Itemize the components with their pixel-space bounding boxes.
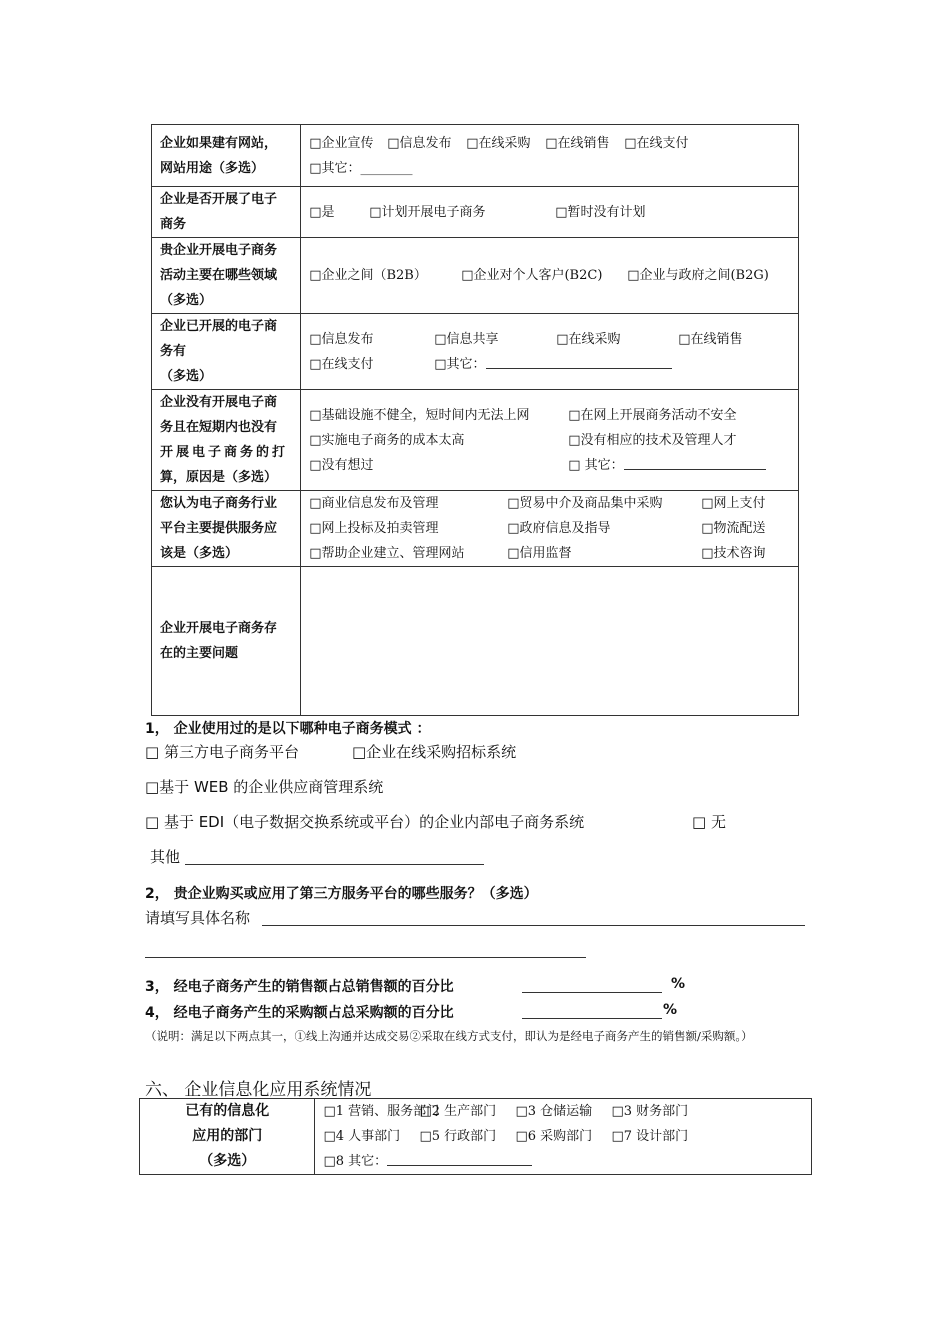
checkbox-option[interactable]: □政府信息及指导: [507, 521, 611, 536]
q1-option-third-party-platform[interactable]: □ 第三方电子商务平台: [145, 743, 299, 761]
checkbox-option[interactable]: □在线销售: [545, 135, 610, 151]
q2-prompt: 请填写具体名称: [145, 909, 251, 927]
q2-answer-line[interactable]: [145, 957, 586, 958]
checkbox-option[interactable]: □在线采购: [466, 135, 531, 151]
checkbox-option[interactable]: □暂时没有计划: [555, 204, 646, 220]
checkbox-option[interactable]: □6 采购部门: [515, 1129, 593, 1144]
row-label: 企业是否开展了电子 商务: [152, 187, 301, 238]
other-blank-line[interactable]: [387, 1149, 532, 1166]
other-blank-line[interactable]: [624, 453, 766, 470]
checkbox-option[interactable]: □商业信息发布及管理: [309, 496, 439, 511]
checkbox-option[interactable]: □没有相应的技术及管理人才: [568, 432, 737, 448]
checkbox-option-other[interactable]: □8 其它：: [323, 1154, 388, 1169]
q1-option-edi-system[interactable]: □ 基于 EDI（电子数据交换系统或平台）的企业内部电子商务系统: [145, 813, 585, 831]
checkbox-option[interactable]: □企业之间（B2B）: [309, 268, 427, 283]
q1-option-none[interactable]: □ 无: [692, 813, 726, 831]
checkbox-option[interactable]: □在线采购: [556, 331, 621, 347]
checkbox-option[interactable]: □网上支付: [701, 496, 766, 511]
checkbox-option[interactable]: □在网上开展商务活动不安全: [568, 407, 737, 423]
checkbox-option[interactable]: □网上投标及拍卖管理: [309, 521, 439, 536]
checkbox-option[interactable]: □实施电子商务的成本太高: [309, 432, 465, 448]
checkbox-option[interactable]: □信息共享: [434, 331, 499, 347]
table-row: [140, 1099, 812, 1175]
table-row: [152, 314, 799, 390]
row-options: [301, 238, 799, 314]
checkbox-option[interactable]: □企业对个人客户(B2C): [461, 268, 603, 283]
checkbox-option[interactable]: □计划开展电子商务: [369, 204, 486, 220]
checkbox-option[interactable]: □贸易中介及商品集中采购: [507, 496, 663, 511]
q4-percent-unit: %: [663, 1002, 678, 1018]
section-6-heading: 六、 企业信息化应用系统情况: [145, 1080, 372, 1100]
checkbox-option[interactable]: □2 生产部门: [419, 1104, 497, 1119]
table-row: [152, 187, 799, 238]
row-label: 企业已开展的电子商 务有 （多选）: [152, 314, 301, 390]
table-row: [152, 125, 799, 187]
checkbox-option-other[interactable]: □其它：: [434, 356, 486, 372]
checkbox-option[interactable]: □企业宣传: [309, 135, 374, 151]
checkbox-option[interactable]: □技术咨询: [701, 546, 766, 561]
explanation-note: （说明：满足以下两点其一，①线上沟通并达成交易②采取在线方式支付，即认为是经电子商务产生的销售额/采购额。）: [145, 1029, 753, 1043]
row-options: [301, 314, 799, 390]
row-options: [301, 187, 799, 238]
checkbox-option-other[interactable]: □其它：________: [309, 160, 413, 176]
q3-answer-line[interactable]: [522, 992, 662, 993]
row-label: 企业没有开展电子商 务且在短期内也没有 开展电子商务的打 算，原因是（多选）: [152, 390, 301, 491]
q1-option-web-supplier-mgmt[interactable]: □基于 WEB 的企业供应商管理系统: [145, 778, 384, 796]
other-blank-line[interactable]: [486, 352, 672, 369]
checkbox-option-other[interactable]: □ 其它：: [568, 457, 624, 473]
row-label: 您认为电子商务行业 平台主要提供服务应 该是（多选）: [152, 491, 301, 567]
checkbox-option[interactable]: □在线支付: [309, 356, 374, 372]
checkbox-option[interactable]: □是: [309, 204, 335, 220]
q2-answer-line[interactable]: [262, 925, 805, 926]
table-row: [152, 238, 799, 314]
row-label: 贵企业开展电子商务 活动主要在哪些领域 （多选）: [152, 238, 301, 314]
checkbox-option[interactable]: □信息发布: [387, 135, 452, 151]
row-label: 已有的信息化 应用的部门 （多选）: [140, 1099, 315, 1175]
it-systems-table: [139, 1098, 812, 1175]
row-options: [315, 1099, 812, 1175]
checkbox-option[interactable]: □在线销售: [678, 331, 743, 347]
table-row: [152, 390, 799, 491]
table-row: [152, 491, 799, 567]
checkbox-option[interactable]: □基础设施不健全，短时间内无法上网: [309, 407, 530, 423]
question-1-title: 1， 企业使用过的是以下哪种电子商务模式 ：: [145, 721, 431, 737]
question-4-text: 4， 经电子商务产生的采购额占总采购额的百分比: [145, 1005, 454, 1021]
table-row: [152, 567, 799, 716]
q4-answer-line[interactable]: [522, 1018, 662, 1019]
checkbox-option[interactable]: □5 行政部门: [419, 1129, 497, 1144]
q3-percent-unit: %: [671, 976, 686, 992]
q1-option-online-procurement[interactable]: □企业在线采购招标系统: [352, 743, 517, 761]
question-3-text: 3， 经电子商务产生的销售额占总销售额的百分比: [145, 979, 454, 995]
checkbox-option[interactable]: □信息发布: [309, 331, 374, 347]
checkbox-option[interactable]: □帮助企业建立、管理网站: [309, 546, 465, 561]
q1-other-label: 其他: [150, 848, 181, 866]
row-label: 企业开展电子商务存 在的主要问题: [152, 567, 301, 716]
checkbox-option[interactable]: □1 营销、服务部门: [323, 1104, 440, 1119]
checkbox-option[interactable]: □企业与政府之间(B2G): [627, 268, 769, 283]
row-label: 企业如果建有网站， 网站用途（多选）: [152, 125, 301, 187]
checkbox-option[interactable]: □信用监督: [507, 546, 572, 561]
q1-other-blank-line[interactable]: [185, 864, 484, 865]
problems-answer-area[interactable]: [301, 567, 799, 716]
ecommerce-survey-table: [151, 124, 799, 716]
checkbox-option[interactable]: □没有想过: [309, 457, 374, 473]
checkbox-option[interactable]: □在线支付: [624, 135, 689, 151]
checkbox-option[interactable]: □物流配送: [701, 521, 766, 536]
question-2-title: 2， 贵企业购买或应用了第三方服务平台的哪些服务？（多选）: [145, 886, 538, 902]
checkbox-option[interactable]: □4 人事部门: [323, 1129, 401, 1144]
checkbox-option[interactable]: □3 仓储运输: [515, 1104, 593, 1119]
row-options: [301, 390, 799, 491]
checkbox-option[interactable]: □7 设计部门: [611, 1129, 689, 1144]
row-options: [301, 125, 799, 187]
row-options: [301, 491, 799, 567]
checkbox-option[interactable]: □3 财务部门: [611, 1104, 689, 1119]
